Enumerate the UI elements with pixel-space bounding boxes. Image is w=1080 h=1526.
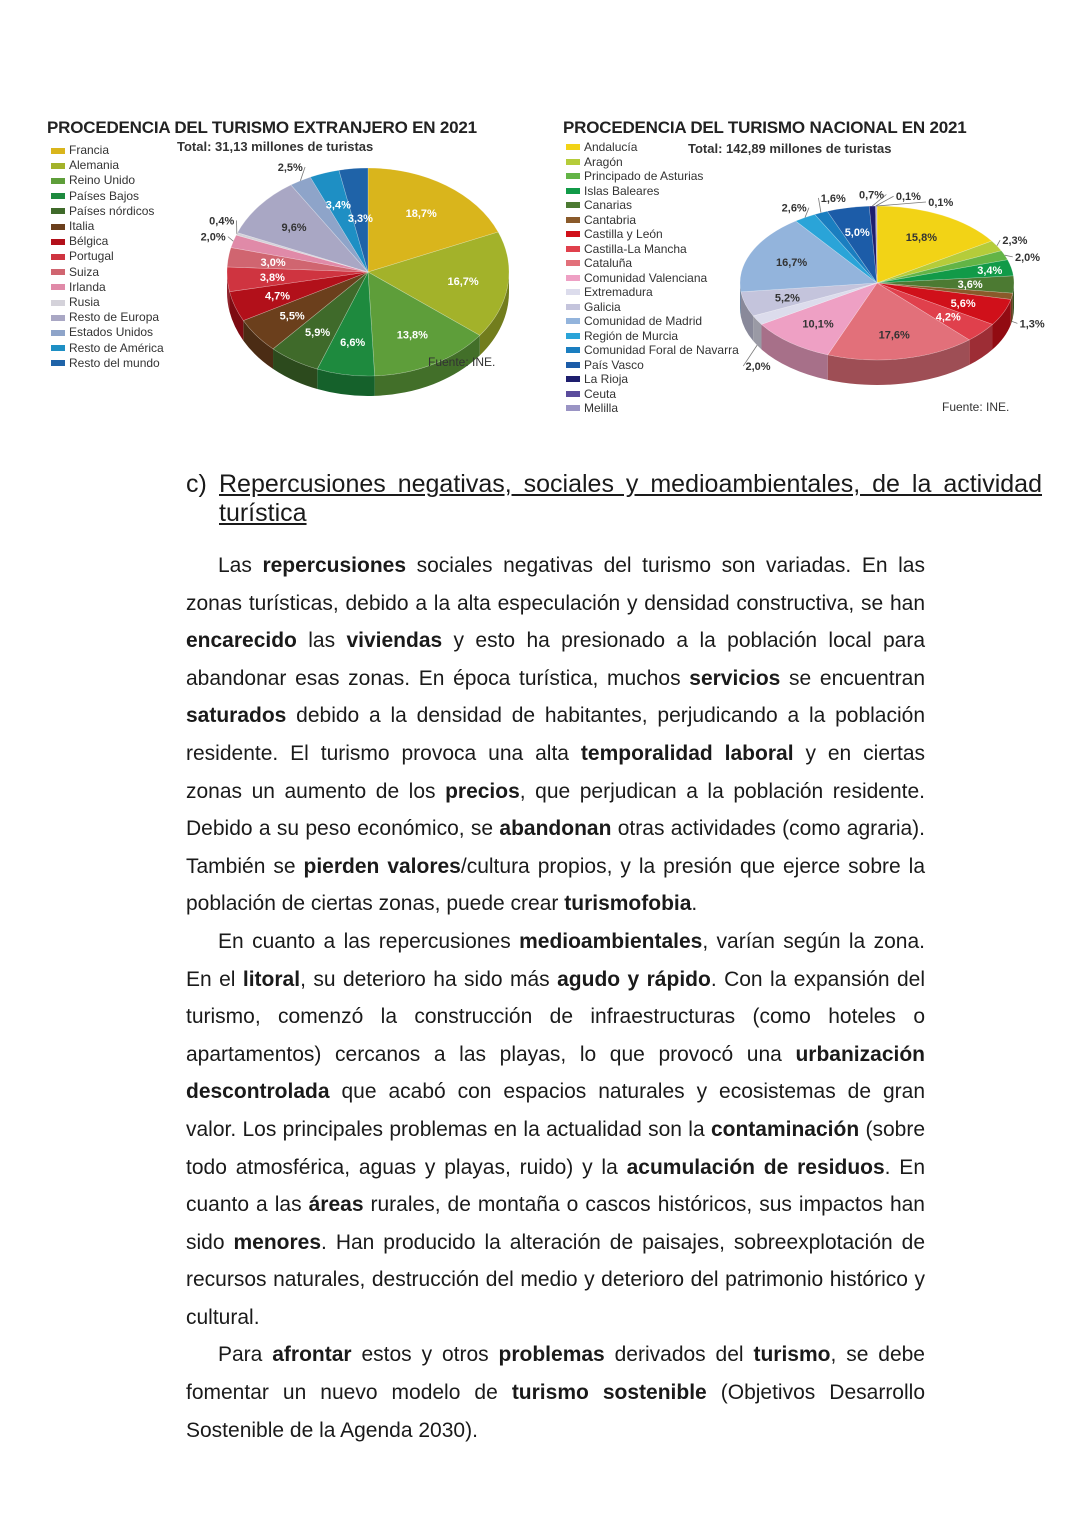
pie-data-label: 0,1%: [895, 191, 921, 204]
legend-label: Ceuta: [584, 386, 617, 401]
legend-label: Comunidad Foral de Navarra: [584, 343, 739, 357]
paragraph: [186, 1336, 925, 1449]
pie-data-label: 17,6%: [878, 329, 910, 342]
pie-data-label: 2,0%: [200, 231, 226, 244]
pie-data-label: 2,5%: [277, 162, 303, 175]
legend-label: Andalucía: [584, 140, 638, 154]
legend-label: Irlanda: [69, 279, 106, 294]
bold-term: encarecido: [186, 629, 297, 653]
legend-label: Portugal: [69, 249, 114, 264]
legend-label: Cantabria: [584, 212, 637, 227]
pie-data-label: 0,1%: [928, 197, 954, 210]
bold-term: temporalidad laboral: [580, 741, 794, 765]
bold-term: acumulación de residuos: [626, 1155, 885, 1179]
pie-data-label: 3,6%: [957, 279, 983, 292]
bold-term: turismofobia: [564, 892, 692, 916]
chart-subtitle: Total: 31,13 millones de turistas: [177, 139, 374, 154]
legend-label: Reino Unido: [69, 173, 136, 188]
text-run: y esto ha presionado a la población local para abandonar esas zonas. En época turística, muchos: [186, 629, 926, 690]
text-run: . Con la expansión del turismo, comenzó la construcción de infraestructuras (como hoteles o apartamentos) cercanos a las playas, lo que provocó una: [186, 967, 925, 1066]
legend-label: Castilla y León: [584, 227, 663, 241]
pie-data-label: 3,4%: [977, 265, 1003, 278]
legend-label: Países nórdicos: [69, 203, 155, 218]
legend-label: Francia: [69, 143, 110, 157]
text-run: Las: [218, 554, 263, 577]
pie-data-label: 0,7%: [859, 189, 885, 202]
pie-data-label: 3,0%: [260, 256, 286, 269]
chart-source: Fuente: INE.: [942, 400, 1010, 414]
pie-data-label: 5,0%: [844, 226, 870, 239]
legend-label: Canarias: [584, 198, 633, 212]
legend-label: Castilla-La Mancha: [584, 241, 687, 256]
pie-data-label: 3,3%: [347, 213, 373, 226]
legend-label: Italia: [69, 219, 95, 234]
paragraph: [186, 547, 925, 923]
pie-data-label: 1,6%: [820, 192, 846, 205]
pie-data-label: 1,3%: [1019, 318, 1045, 331]
text-run: debido a la densidad de habitantes, perjudicando a la población residente. El turismo provoca una alta: [186, 704, 925, 765]
pie-data-label: 13,8%: [396, 329, 428, 342]
bold-term: medioambientales: [519, 929, 703, 953]
pie-data-label: 16,7%: [775, 257, 808, 270]
pie-data-label: 9,6%: [281, 221, 307, 234]
chart-title: PROCEDENCIA DEL TURISMO EXTRANJERO EN 2021: [47, 118, 477, 137]
body-text: [186, 547, 925, 1449]
text-run: (Objetivos Desarrollo Sostenible de la Agenda 2030).: [186, 1381, 926, 1442]
legend-label: País Vasco: [584, 357, 644, 372]
legend-label: Resto de Europa: [69, 310, 160, 325]
chart-source: Fuente: INE.: [428, 355, 496, 369]
paragraph: [186, 923, 925, 1337]
bold-term: urbanización descontrolada: [186, 1042, 925, 1104]
pie-data-label: 16,7%: [447, 276, 479, 289]
chart-subtitle: Total: 142,89 millones de turistas: [688, 141, 892, 156]
legend-label: Región de Murcia: [584, 328, 679, 343]
legend-label: Extremadura: [584, 285, 653, 299]
text-run: estos y otros: [351, 1343, 499, 1367]
pie-svg: [0, 112, 1080, 422]
text-run: otras actividades (como agraria). También se: [186, 817, 925, 878]
pie-data-label: 5,9%: [305, 327, 331, 340]
text-run: , su deterioro ha sido más: [300, 967, 558, 991]
pie-data-label: 2,3%: [1002, 235, 1028, 248]
bold-term: menores: [233, 1230, 322, 1254]
legend-label: Bélgica: [69, 234, 109, 249]
legend-label: Comunidad Valenciana: [584, 270, 708, 285]
text-run: que acabó con espacios naturales y ecosistemas de gran valor. Los principales problemas en la actualidad son la: [186, 1080, 925, 1141]
bold-term: saturados: [186, 704, 287, 728]
text-run: derivados del: [604, 1343, 754, 1367]
pie-data-label: 4,2%: [935, 311, 961, 324]
text-run: y en ciertas zonas un aumento de los: [186, 741, 926, 803]
legend-label: Resto de América: [69, 340, 164, 355]
leader-line: [997, 240, 1000, 246]
text-run: , que perjudican a la población residente. Debido a su peso económico, se: [186, 779, 926, 841]
bold-term: abandonan: [499, 817, 612, 841]
national-tourism-chart: [0, 112, 1080, 422]
section-label: c): [186, 470, 207, 498]
legend-label: Cataluña: [584, 256, 633, 270]
bold-term: repercusiones: [262, 554, 407, 577]
leader-line: [1012, 321, 1017, 323]
legend-label: Islas Baleares: [584, 183, 660, 198]
legend-label: Resto del mundo: [69, 355, 160, 370]
pie-data-label: 3,4%: [325, 199, 351, 212]
pie-data-label: 5,6%: [950, 297, 976, 310]
bold-term: precios: [445, 779, 520, 803]
bold-term: turismo: [753, 1343, 831, 1367]
chart-title: PROCEDENCIA DEL TURISMO NACIONAL EN 2021: [563, 118, 967, 137]
legend-label: Rusia: [69, 295, 100, 310]
bold-term: turismo sostenible: [511, 1381, 707, 1405]
text-run: /cultura propios, y la presión que ejerce sobre la población de ciertas zonas, puede crear: [186, 854, 926, 916]
pie-data-label: 18,7%: [405, 208, 437, 221]
pie-data-label: 15,8%: [905, 231, 938, 244]
bold-term: agudo y rápido: [557, 967, 711, 991]
text-run: las: [296, 629, 347, 653]
bold-term: viviendas: [346, 629, 443, 653]
section-heading: [186, 470, 1042, 528]
text-run: En cuanto a las repercusiones: [218, 929, 520, 953]
legend-label: Comunidad de Madrid: [584, 314, 703, 328]
pie-data-label: 2,0%: [1014, 251, 1041, 264]
pie-data-label: 4,7%: [265, 290, 291, 303]
pie-data-label: 2,0%: [745, 361, 771, 374]
pie-data-label: 5,2%: [774, 292, 800, 305]
pie-data-label: 6,6%: [340, 336, 366, 349]
text-run: Para: [218, 1343, 273, 1367]
bold-term: áreas: [308, 1193, 364, 1217]
legend-label: Suiza: [69, 264, 100, 279]
section-title: Repercusiones negativas, sociales y medioambientales, de la actividad turística: [219, 470, 1042, 527]
text-run: . En cuanto a las: [186, 1155, 925, 1217]
text-run: , varían según la zona. En el: [186, 929, 925, 991]
legend-label: Melilla: [584, 401, 619, 415]
legend-label: La Rioja: [584, 372, 629, 386]
bold-term: afrontar: [272, 1343, 352, 1367]
text-run: sociales negativas del turismo son variadas. En las zonas turísticas, debido a la alta especulación y densidad constructiva, se han: [186, 554, 925, 615]
legend-label: Galicia: [584, 299, 621, 314]
bold-term: contaminación: [710, 1117, 860, 1141]
pie-data-label: 2,6%: [781, 202, 807, 215]
bold-term: problemas: [498, 1343, 605, 1367]
legend-label: Estados Unidos: [69, 325, 154, 340]
bold-term: litoral: [242, 967, 301, 991]
legend-label: Alemania: [69, 158, 120, 173]
legend-label: Países Bajos: [69, 188, 140, 203]
bold-term: servicios: [689, 666, 781, 690]
text-run: , se debe fomentar un nuevo modelo de: [186, 1343, 925, 1405]
pie-data-label: 10,1%: [802, 318, 834, 331]
legend-label: Principado de Asturias: [584, 169, 704, 183]
legend-label: Aragón: [584, 154, 623, 169]
text-run: (sobre todo atmosférica, aguas y playas, ruido) y la: [186, 1117, 925, 1179]
text-run: rurales, de montaña o cascos históricos, sus impactos han sido: [186, 1193, 925, 1254]
text-run: .: [691, 892, 698, 916]
text-run: . Han producido la alteración de paisajes, sobreexplotación de recursos naturales, destrucción del medio y deterioro del patrimonio histórico y cultural.: [186, 1230, 925, 1329]
text-run: se encuentran: [780, 666, 925, 690]
bold-term: pierden valores: [303, 854, 461, 878]
pie-data-label: 3,8%: [259, 271, 285, 284]
pie-data-label: 5,5%: [279, 310, 305, 323]
pie-data-label: 0,4%: [209, 215, 235, 228]
